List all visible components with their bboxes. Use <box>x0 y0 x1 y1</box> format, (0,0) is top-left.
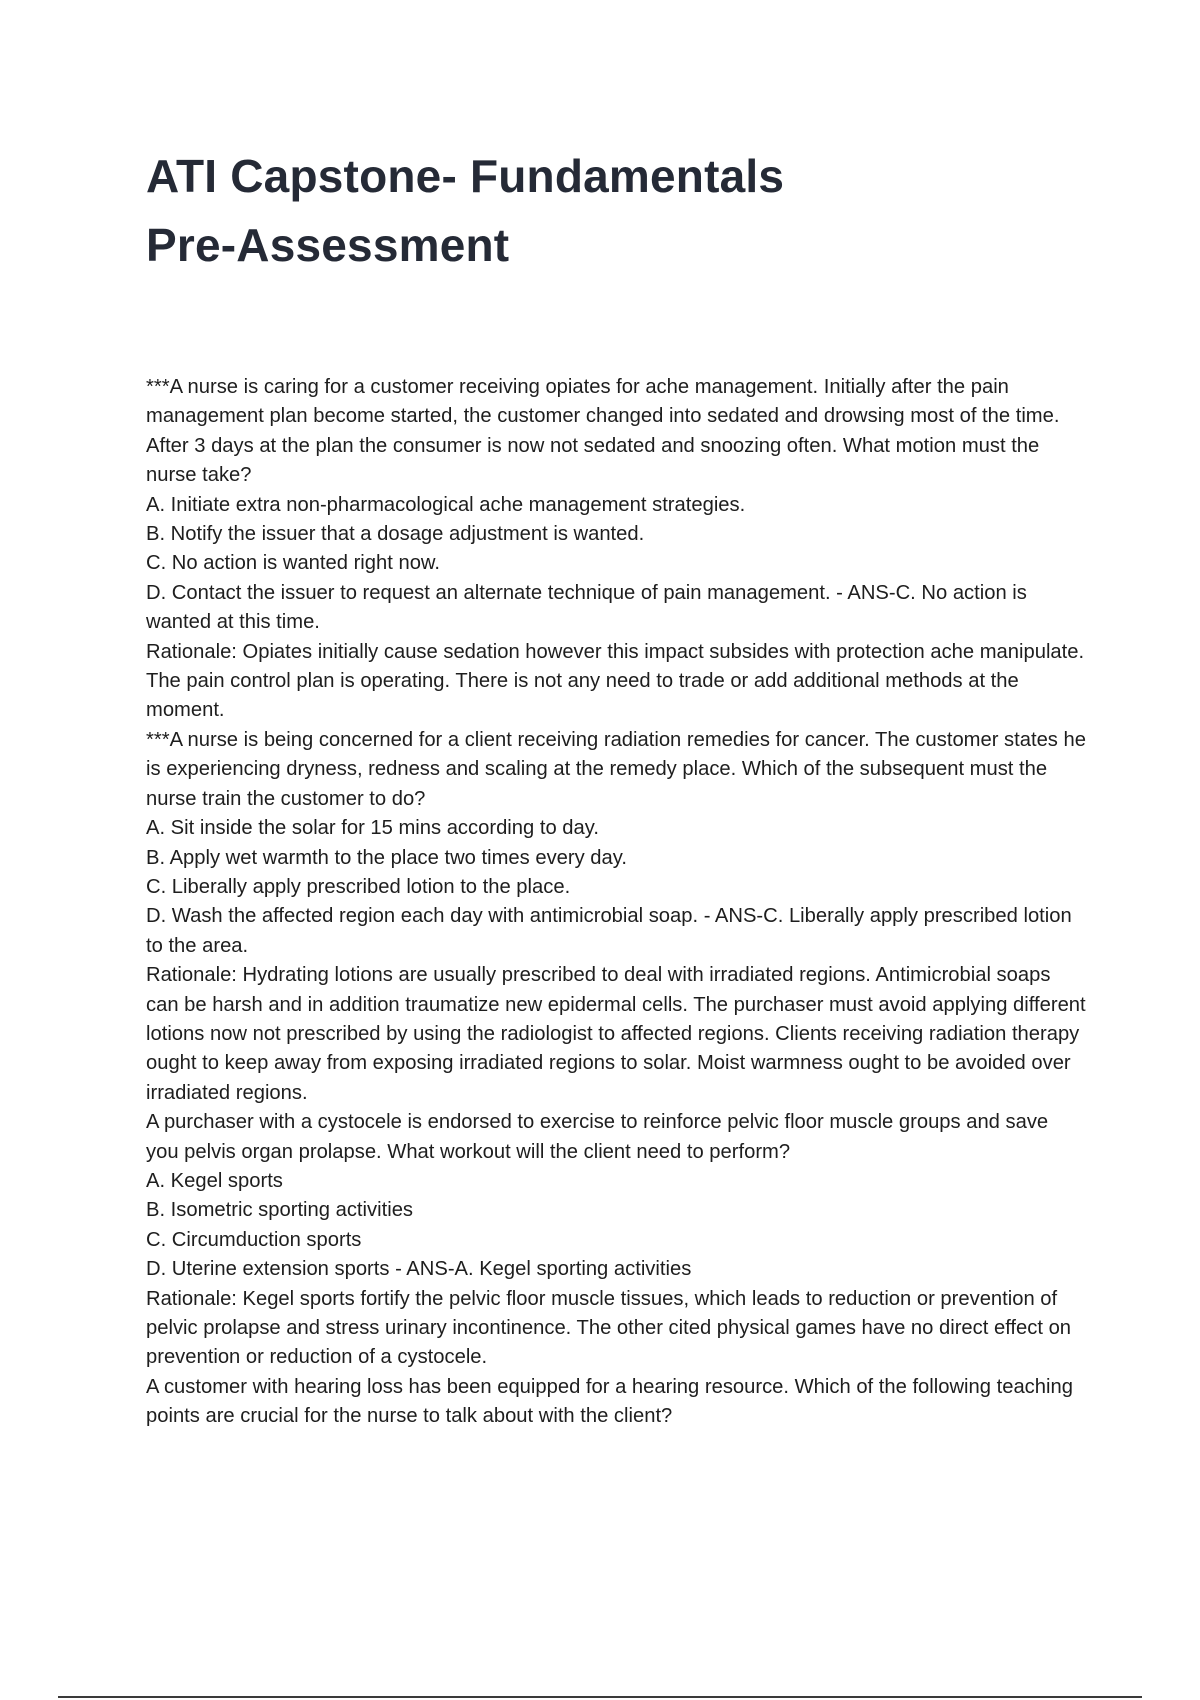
question-2-option-d-answer: D. Wash the affected region each day with antimicrobial soap. - ANS-C. Liberally apply prescribed lotion to the area. <box>146 905 1072 957</box>
question-1-rationale: Rationale: Opiates initially cause sedation however this impact subsides with protection ache manipulate. The pain control plan is operating. There is not any need to trade or add additional methods at the moment. <box>146 640 1085 722</box>
question-2-option-a: A. Sit inside the solar for 15 mins according to day. <box>146 817 599 840</box>
question-1-option-c: C. No action is wanted right now. <box>146 552 440 575</box>
question-4-stem: A customer with hearing loss has been equipped for a hearing resource. Which of the following teaching points are crucial for the nurse to talk about with the client? <box>146 1375 1073 1428</box>
question-1-option-b: B. Notify the issuer that a dosage adjustment is wanted. <box>146 523 645 546</box>
question-2-option-c: C. Liberally apply prescribed lotion to the place. <box>146 875 571 898</box>
footer-divider <box>58 1696 1142 1698</box>
question-3-option-a: A. Kegel sports <box>146 1169 283 1192</box>
title-line-1: ATI Capstone- Fundamentals <box>146 150 785 202</box>
question-1-option-a: A. Initiate extra non-pharmacological ache management strategies. <box>146 493 746 516</box>
question-3-rationale: Rationale: Kegel sports fortify the pelvic floor muscle tissues, which leads to reduction or prevention of pelvic prolapse and stress urinary incontinence. The other cited physical games have no direct effect on prevention or reduction of a cystocele. <box>146 1287 1072 1369</box>
document-body <box>146 373 1086 1432</box>
question-2-option-b: B. Apply wet warmth to the place two times every day. <box>146 846 627 869</box>
question-1-stem: ***A nurse is caring for a customer receiving opiates for ache management. Initially after the pain management plan become started, the customer changed into sedated and drowsing most of the time. After 3 days at the plan the consumer is now not sedated and snoozing often. What motion must the nurse take? <box>146 376 1060 487</box>
title-line-2: Pre-Assessment <box>146 219 510 271</box>
question-2-stem: ***A nurse is being concerned for a client receiving radiation remedies for cancer. The customer states he is experiencing dryness, redness and scaling at the remedy place. Which of the subsequent must the nurse train the customer to do? <box>146 728 1086 810</box>
question-3-stem: A purchaser with a cystocele is endorsed to exercise to reinforce pelvic floor muscle groups and save you pelvis organ prolapse. What workout will the client need to perform? <box>146 1111 1049 1163</box>
question-1-option-d-answer: D. Contact the issuer to request an alternate technique of pain management. - ANS-C. No action is wanted at this time. <box>146 581 1027 634</box>
question-3-option-b: B. Isometric sporting activities <box>146 1199 414 1222</box>
question-3-option-c: C. Circumduction sports <box>146 1228 362 1251</box>
document-title <box>146 142 1046 280</box>
question-3-option-d-answer: D. Uterine extension sports - ANS-A. Kegel sporting activities <box>146 1258 692 1281</box>
question-2-rationale: Rationale: Hydrating lotions are usually prescribed to deal with irradiated regions. Antimicrobial soaps can be harsh and in addition traumatize new epidermal cells. The purchaser must avoid applying different lotions now not prescribed by using the radiologist to affected regions. Clients receiving radiation therapy ought to keep away from exposing irradiated regions to solar. Moist warmness ought to be avoided over irradiated regions. <box>146 964 1086 1104</box>
